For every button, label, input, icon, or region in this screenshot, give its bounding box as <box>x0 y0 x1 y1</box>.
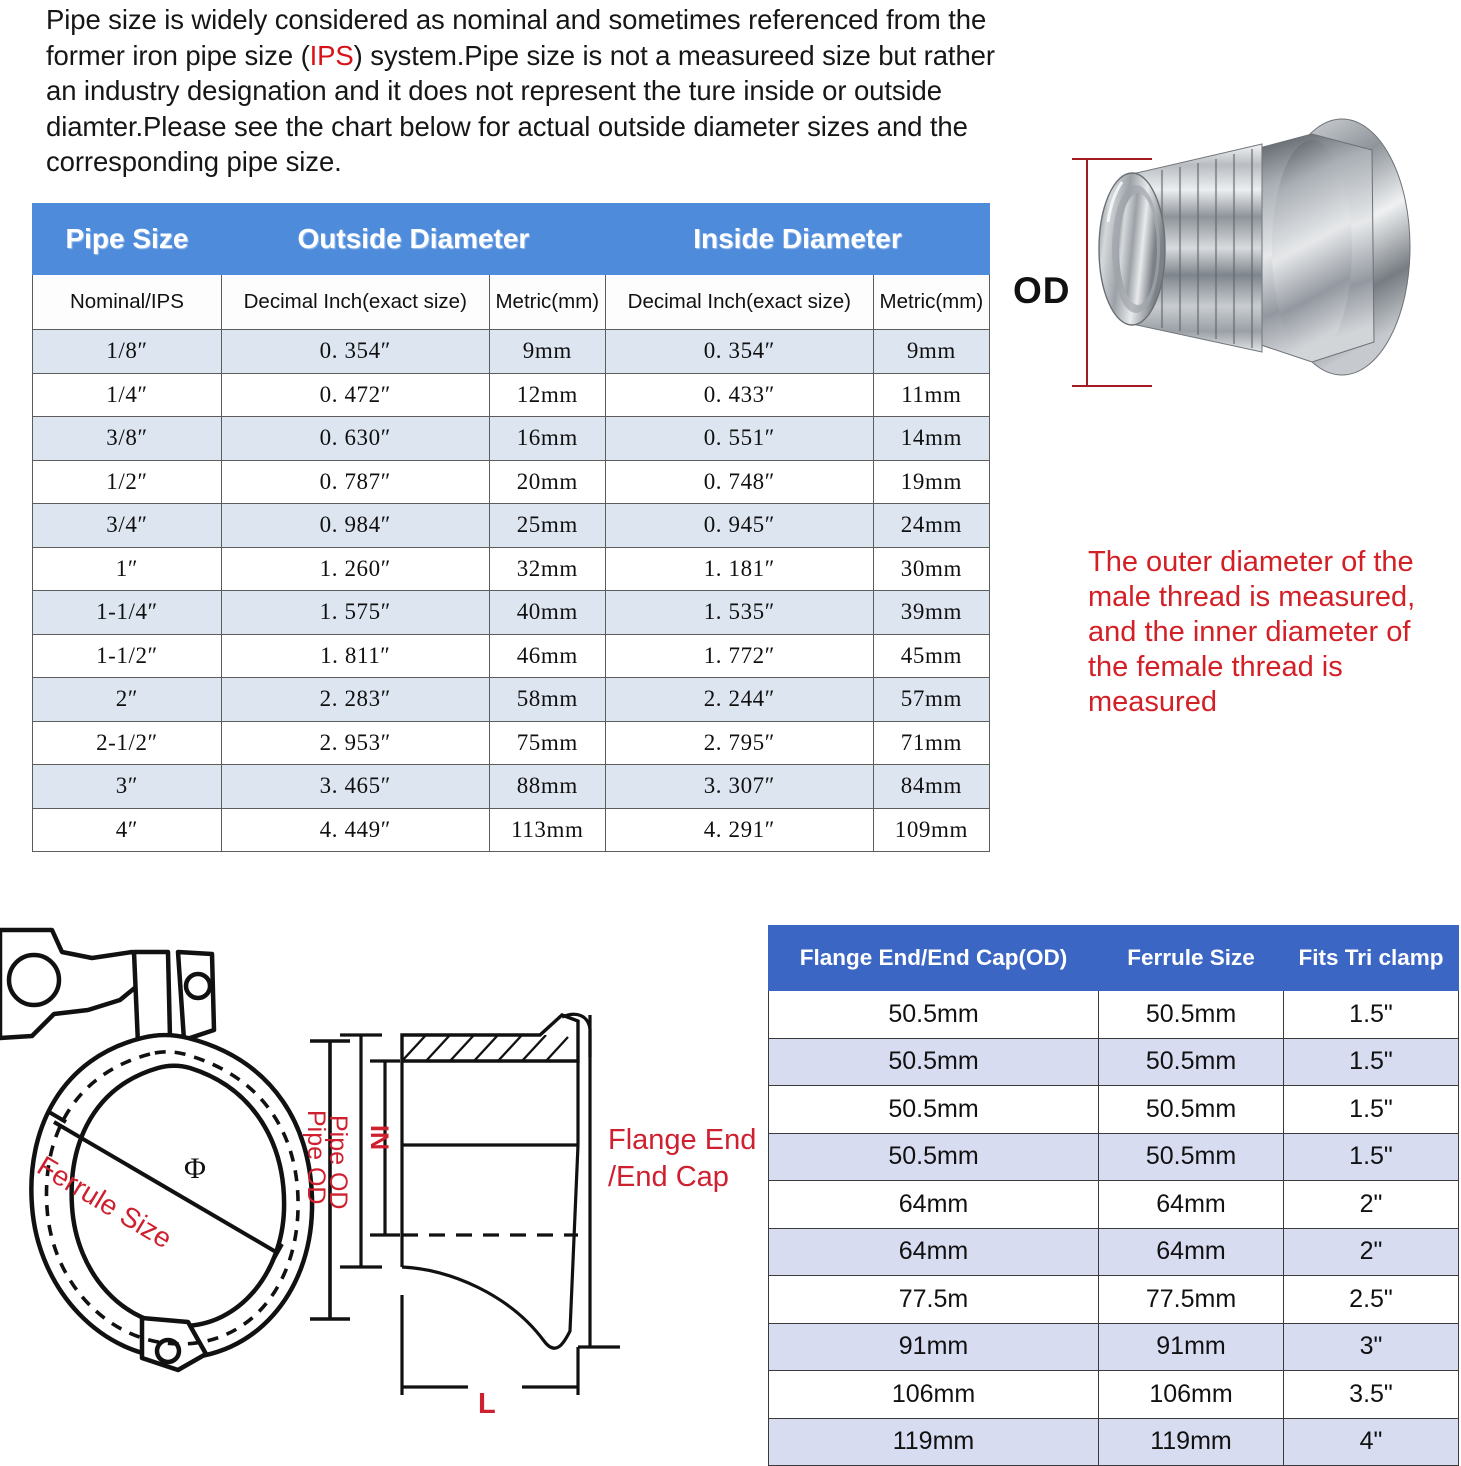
col-group-pipe-size: Pipe Size <box>33 204 222 275</box>
table-row <box>33 808 990 852</box>
col-id-decimal-inch: Decimal Inch(exact size) <box>605 275 873 330</box>
male-thread-fitting-photo <box>1012 112 1452 412</box>
pipe-cell-r2-c2: 16mm <box>489 417 605 461</box>
ferrule-cell-r2-c1: 50.5mm <box>1099 1086 1284 1134</box>
col-ferrule-size: Ferrule Size <box>1099 926 1284 991</box>
pipe-cell-r1-c3: 0. 433″ <box>605 373 873 417</box>
ferrule-cell-r2-c2: 1.5" <box>1284 1086 1459 1134</box>
pipe-cell-r9-c2: 75mm <box>489 721 605 765</box>
ferrule-cell-r4-c2: 2" <box>1284 1181 1459 1229</box>
od-dimension-line-top <box>1072 158 1152 160</box>
pipe-cell-r8-c2: 58mm <box>489 678 605 722</box>
pipe-cell-r3-c4: 19mm <box>873 460 989 504</box>
pipe-cell-r6-c4: 39mm <box>873 591 989 635</box>
pipe-cell-r3-c0: 1/2″ <box>33 460 222 504</box>
col-od-decimal-inch: Decimal Inch(exact size) <box>221 275 489 330</box>
ferrule-cell-r8-c0: 106mm <box>769 1371 1099 1419</box>
pipe-cell-r7-c3: 1. 772″ <box>605 634 873 678</box>
measurement-note: The outer diameter of the male thread is measured, and the inner diameter of the female thread is measured <box>1088 546 1416 718</box>
flange-end-label <box>608 1122 756 1196</box>
ferrule-cell-r5-c1: 64mm <box>1099 1228 1284 1276</box>
intro-line-5: diameter sizes and the corresponding pipe size. <box>46 110 968 177</box>
od-dimension-line-bottom <box>1072 385 1152 387</box>
pipe-cell-r8-c0: 2″ <box>33 678 222 722</box>
pipe-cell-r10-c0: 3″ <box>33 765 222 809</box>
pipe-cell-r11-c1: 4. 449″ <box>221 808 489 852</box>
pipe-cell-r6-c1: 1. 575″ <box>221 591 489 635</box>
ferrule-cell-r5-c2: 2" <box>1284 1228 1459 1276</box>
ferrule-table-head <box>769 926 1459 991</box>
table-row <box>33 678 990 722</box>
pipe-cell-r9-c3: 2. 795″ <box>605 721 873 765</box>
col-flange-end-cap-od: Flange End/End Cap(OD) <box>769 926 1099 991</box>
pipe-cell-r3-c2: 20mm <box>489 460 605 504</box>
pipe-cell-r4-c1: 0. 984″ <box>221 504 489 548</box>
table-row <box>769 1323 1459 1371</box>
pipe-size-table <box>32 203 990 852</box>
pipe-cell-r1-c1: 0. 472″ <box>221 373 489 417</box>
pipe-cell-r6-c0: 1-1/4″ <box>33 591 222 635</box>
table-row <box>33 634 990 678</box>
pipe-cell-r8-c1: 2. 283″ <box>221 678 489 722</box>
pipe-cell-r4-c0: 3/4″ <box>33 504 222 548</box>
ferrule-illustration <box>330 995 750 1435</box>
pipe-cell-r5-c2: 32mm <box>489 547 605 591</box>
table-row <box>769 1086 1459 1134</box>
ferrule-cell-r1-c1: 50.5mm <box>1099 1038 1284 1086</box>
intro-line-4: inside or outside diamter.Please see the chart below for actual outside <box>46 75 942 142</box>
ferrule-table-body <box>769 991 1459 1466</box>
pipe-cell-r11-c2: 113mm <box>489 808 605 852</box>
ferrule-cell-r7-c1: 91mm <box>1099 1323 1284 1371</box>
pipe-cell-r0-c2: 9mm <box>489 330 605 374</box>
pipe-cell-r0-c4: 9mm <box>873 330 989 374</box>
pipe-cell-r10-c2: 88mm <box>489 765 605 809</box>
table-row <box>769 991 1459 1039</box>
pipe-cell-r1-c2: 12mm <box>489 373 605 417</box>
pipe-cell-r1-c4: 11mm <box>873 373 989 417</box>
ferrule-cell-r9-c2: 4" <box>1284 1418 1459 1466</box>
ferrule-pipe-od-label: Pipe OD <box>324 1115 352 1210</box>
pipe-table-head <box>33 204 990 330</box>
ferrule-cell-r7-c2: 3" <box>1284 1323 1459 1371</box>
length-label: L <box>478 1388 496 1420</box>
col-group-inside-diameter: Inside Diameter <box>605 204 989 275</box>
ferrule-size-table <box>768 925 1459 1466</box>
pipe-cell-r0-c0: 1/8″ <box>33 330 222 374</box>
table-row <box>769 1371 1459 1419</box>
pipe-cell-r9-c4: 71mm <box>873 721 989 765</box>
flange-end-line-2: /End Cap <box>608 1161 729 1193</box>
table-row <box>33 330 990 374</box>
ferrule-cell-r0-c1: 50.5mm <box>1099 991 1284 1039</box>
pipe-cell-r7-c1: 1. 811″ <box>221 634 489 678</box>
table-row <box>33 547 990 591</box>
col-group-outside-diameter: Outside Diameter <box>221 204 605 275</box>
pipe-cell-r11-c0: 4″ <box>33 808 222 852</box>
table-row <box>33 417 990 461</box>
clamp-pipe-od-label: Pipe OD <box>302 1110 330 1205</box>
ips-highlight: IPS <box>309 39 354 71</box>
pipe-cell-r0-c3: 0. 354″ <box>605 330 873 374</box>
table-row <box>33 721 990 765</box>
fitting-illustration <box>1012 112 1452 412</box>
ferrule-cell-r5-c0: 64mm <box>769 1228 1099 1276</box>
pipe-cell-r7-c2: 46mm <box>489 634 605 678</box>
table-row <box>769 1133 1459 1181</box>
table-row <box>33 373 990 417</box>
pipe-cell-r5-c3: 1. 181″ <box>605 547 873 591</box>
pipe-cell-r4-c3: 0. 945″ <box>605 504 873 548</box>
pipe-cell-r11-c4: 109mm <box>873 808 989 852</box>
table-row <box>769 1418 1459 1466</box>
ferrule-cell-r7-c0: 91mm <box>769 1323 1099 1371</box>
pipe-cell-r2-c4: 14mm <box>873 417 989 461</box>
pipe-cell-r5-c1: 1. 260″ <box>221 547 489 591</box>
ferrule-cell-r8-c2: 3.5" <box>1284 1371 1459 1419</box>
pipe-table-group-header-row <box>33 204 990 275</box>
pipe-cell-r5-c0: 1″ <box>33 547 222 591</box>
ferrule-table-header-row <box>769 926 1459 991</box>
pipe-table-body <box>33 330 990 852</box>
ferrule-cell-r0-c0: 50.5mm <box>769 991 1099 1039</box>
pipe-cell-r10-c4: 84mm <box>873 765 989 809</box>
ferrule-cell-r6-c0: 77.5m <box>769 1276 1099 1324</box>
ferrule-cell-r9-c0: 119mm <box>769 1418 1099 1466</box>
pipe-cell-r10-c1: 3. 465″ <box>221 765 489 809</box>
pipe-cell-r9-c0: 2-1/2″ <box>33 721 222 765</box>
intro-line-3: size but rather an industry designation and it does not represent the ture <box>46 39 995 106</box>
intro-paragraph <box>46 2 1006 180</box>
ferrule-cell-r8-c1: 106mm <box>1099 1371 1284 1419</box>
pipe-cell-r5-c4: 30mm <box>873 547 989 591</box>
table-row <box>33 765 990 809</box>
od-dimension-line-vertical <box>1086 158 1088 386</box>
table-row <box>769 1038 1459 1086</box>
ferrule-cell-r3-c0: 50.5mm <box>769 1133 1099 1181</box>
col-id-metric: Metric(mm) <box>873 275 989 330</box>
ferrule-cell-r3-c1: 50.5mm <box>1099 1133 1284 1181</box>
ferrule-cell-r1-c2: 1.5" <box>1284 1038 1459 1086</box>
table-row <box>33 591 990 635</box>
col-od-metric: Metric(mm) <box>489 275 605 330</box>
phi-symbol-label: Φ <box>184 1152 206 1185</box>
col-nominal-ips: Nominal/IPS <box>33 275 222 330</box>
ferrule-cell-r6-c1: 77.5mm <box>1099 1276 1284 1324</box>
pipe-cell-r3-c3: 0. 748″ <box>605 460 873 504</box>
pipe-cell-r8-c3: 2. 244″ <box>605 678 873 722</box>
pipe-cell-r1-c0: 1/4″ <box>33 373 222 417</box>
flange-end-line-1: Flange End <box>608 1124 757 1156</box>
table-row <box>33 504 990 548</box>
table-row <box>33 460 990 504</box>
pipe-cell-r2-c3: 0. 551″ <box>605 417 873 461</box>
ferrule-section-diagram <box>330 995 750 1440</box>
intro-line-2b: ) system.Pipe size is not a measureed <box>353 39 815 71</box>
table-row <box>769 1228 1459 1276</box>
pipe-cell-r8-c4: 57mm <box>873 678 989 722</box>
table-row <box>769 1181 1459 1229</box>
ferrule-cell-r2-c0: 50.5mm <box>769 1086 1099 1134</box>
ferrule-cell-r6-c2: 2.5" <box>1284 1276 1459 1324</box>
ferrule-in-label: IN <box>365 1125 393 1150</box>
pipe-cell-r6-c3: 1. 535″ <box>605 591 873 635</box>
od-label: OD <box>1013 270 1071 311</box>
pipe-cell-r4-c4: 24mm <box>873 504 989 548</box>
ferrule-cell-r9-c1: 119mm <box>1099 1418 1284 1466</box>
pipe-cell-r0-c1: 0. 354″ <box>221 330 489 374</box>
pipe-cell-r10-c3: 3. 307″ <box>605 765 873 809</box>
ferrule-cell-r4-c0: 64mm <box>769 1181 1099 1229</box>
intro-line-1: Pipe size is widely considered as nominal and sometimes referenced <box>46 4 879 35</box>
pipe-cell-r2-c0: 3/8″ <box>33 417 222 461</box>
pipe-cell-r7-c4: 45mm <box>873 634 989 678</box>
ferrule-size-label: Ferrule Size <box>32 1150 178 1255</box>
pipe-cell-r6-c2: 40mm <box>489 591 605 635</box>
pipe-cell-r11-c3: 4. 291″ <box>605 808 873 852</box>
ferrule-cell-r0-c2: 1.5" <box>1284 991 1459 1039</box>
col-fits-tri-clamp: Fits Tri clamp <box>1284 926 1459 991</box>
ferrule-cell-r3-c2: 1.5" <box>1284 1133 1459 1181</box>
pipe-cell-r3-c1: 0. 787″ <box>221 460 489 504</box>
pipe-cell-r9-c1: 2. 953″ <box>221 721 489 765</box>
pipe-cell-r4-c2: 25mm <box>489 504 605 548</box>
pipe-table-sub-header-row <box>33 275 990 330</box>
ferrule-cell-r1-c0: 50.5mm <box>769 1038 1099 1086</box>
ferrule-cell-r4-c1: 64mm <box>1099 1181 1284 1229</box>
pipe-cell-r2-c1: 0. 630″ <box>221 417 489 461</box>
pipe-cell-r7-c0: 1-1/2″ <box>33 634 222 678</box>
intro-line-2a: from the former iron pipe size ( <box>46 4 987 71</box>
table-row <box>769 1276 1459 1324</box>
